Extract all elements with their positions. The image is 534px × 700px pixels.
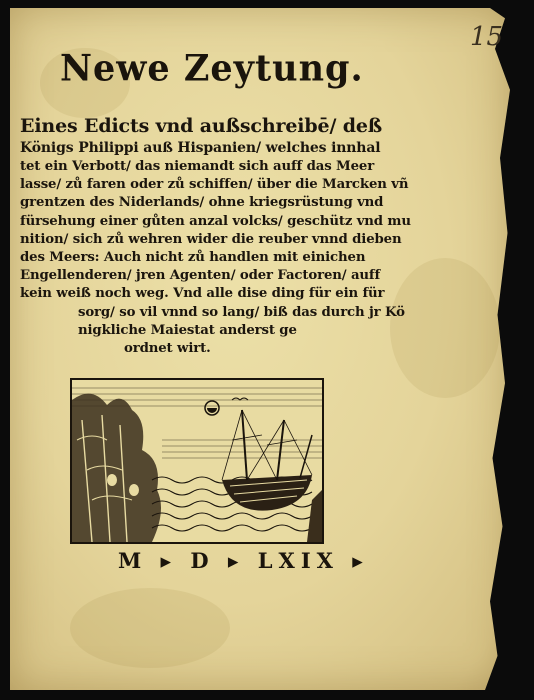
- woodcut-illustration: [70, 378, 324, 544]
- folio-number: 15: [470, 22, 504, 52]
- body-line: Eines Edicts vnd außschreibē/ deß: [20, 115, 383, 137]
- body-line: grentzen des Niderlands/ ohne kriegsrüstung vnd: [20, 195, 384, 211]
- stain: [70, 588, 230, 668]
- body-line: nition/ sich zů wehren wider die reuber vnnd dieben: [20, 231, 402, 247]
- stain: [390, 258, 500, 398]
- body-text: [20, 115, 411, 358]
- body-line: kein weiß noch weg. Vnd alle dise ding für ein für: [20, 286, 385, 302]
- body-line: des Meers: Auch nicht zů handlen mit einichen: [20, 250, 366, 266]
- body-line: tet ein Verbott/ das niemandt sich auff das Meer: [20, 159, 375, 174]
- page-title: Newe Zeytung.: [60, 46, 364, 91]
- body-line: Engellenderen/ jren Agenten/ oder Factoren/ auff: [20, 268, 381, 284]
- body-line: fürsehung einer gůten anzal volcks/ geschütz vnd mu: [20, 213, 411, 229]
- body-line: ordnet wirt.: [124, 341, 211, 357]
- woodcut-ship-icon: [72, 380, 322, 542]
- imprint-year: M ▸ D ▸ LXIX ▸: [118, 548, 369, 573]
- body-line: sorg/ so vil vnnd so lang/ biß das durch jr Kö: [78, 304, 405, 320]
- body-line: lasse/ zů faren oder zů schiffen/ über die Marcken vñ: [20, 177, 409, 193]
- body-line: Königs Philippi auß Hispanien/ welches innhal: [20, 140, 381, 156]
- body-line: nigkliche Maiestat anderst ge: [78, 322, 297, 338]
